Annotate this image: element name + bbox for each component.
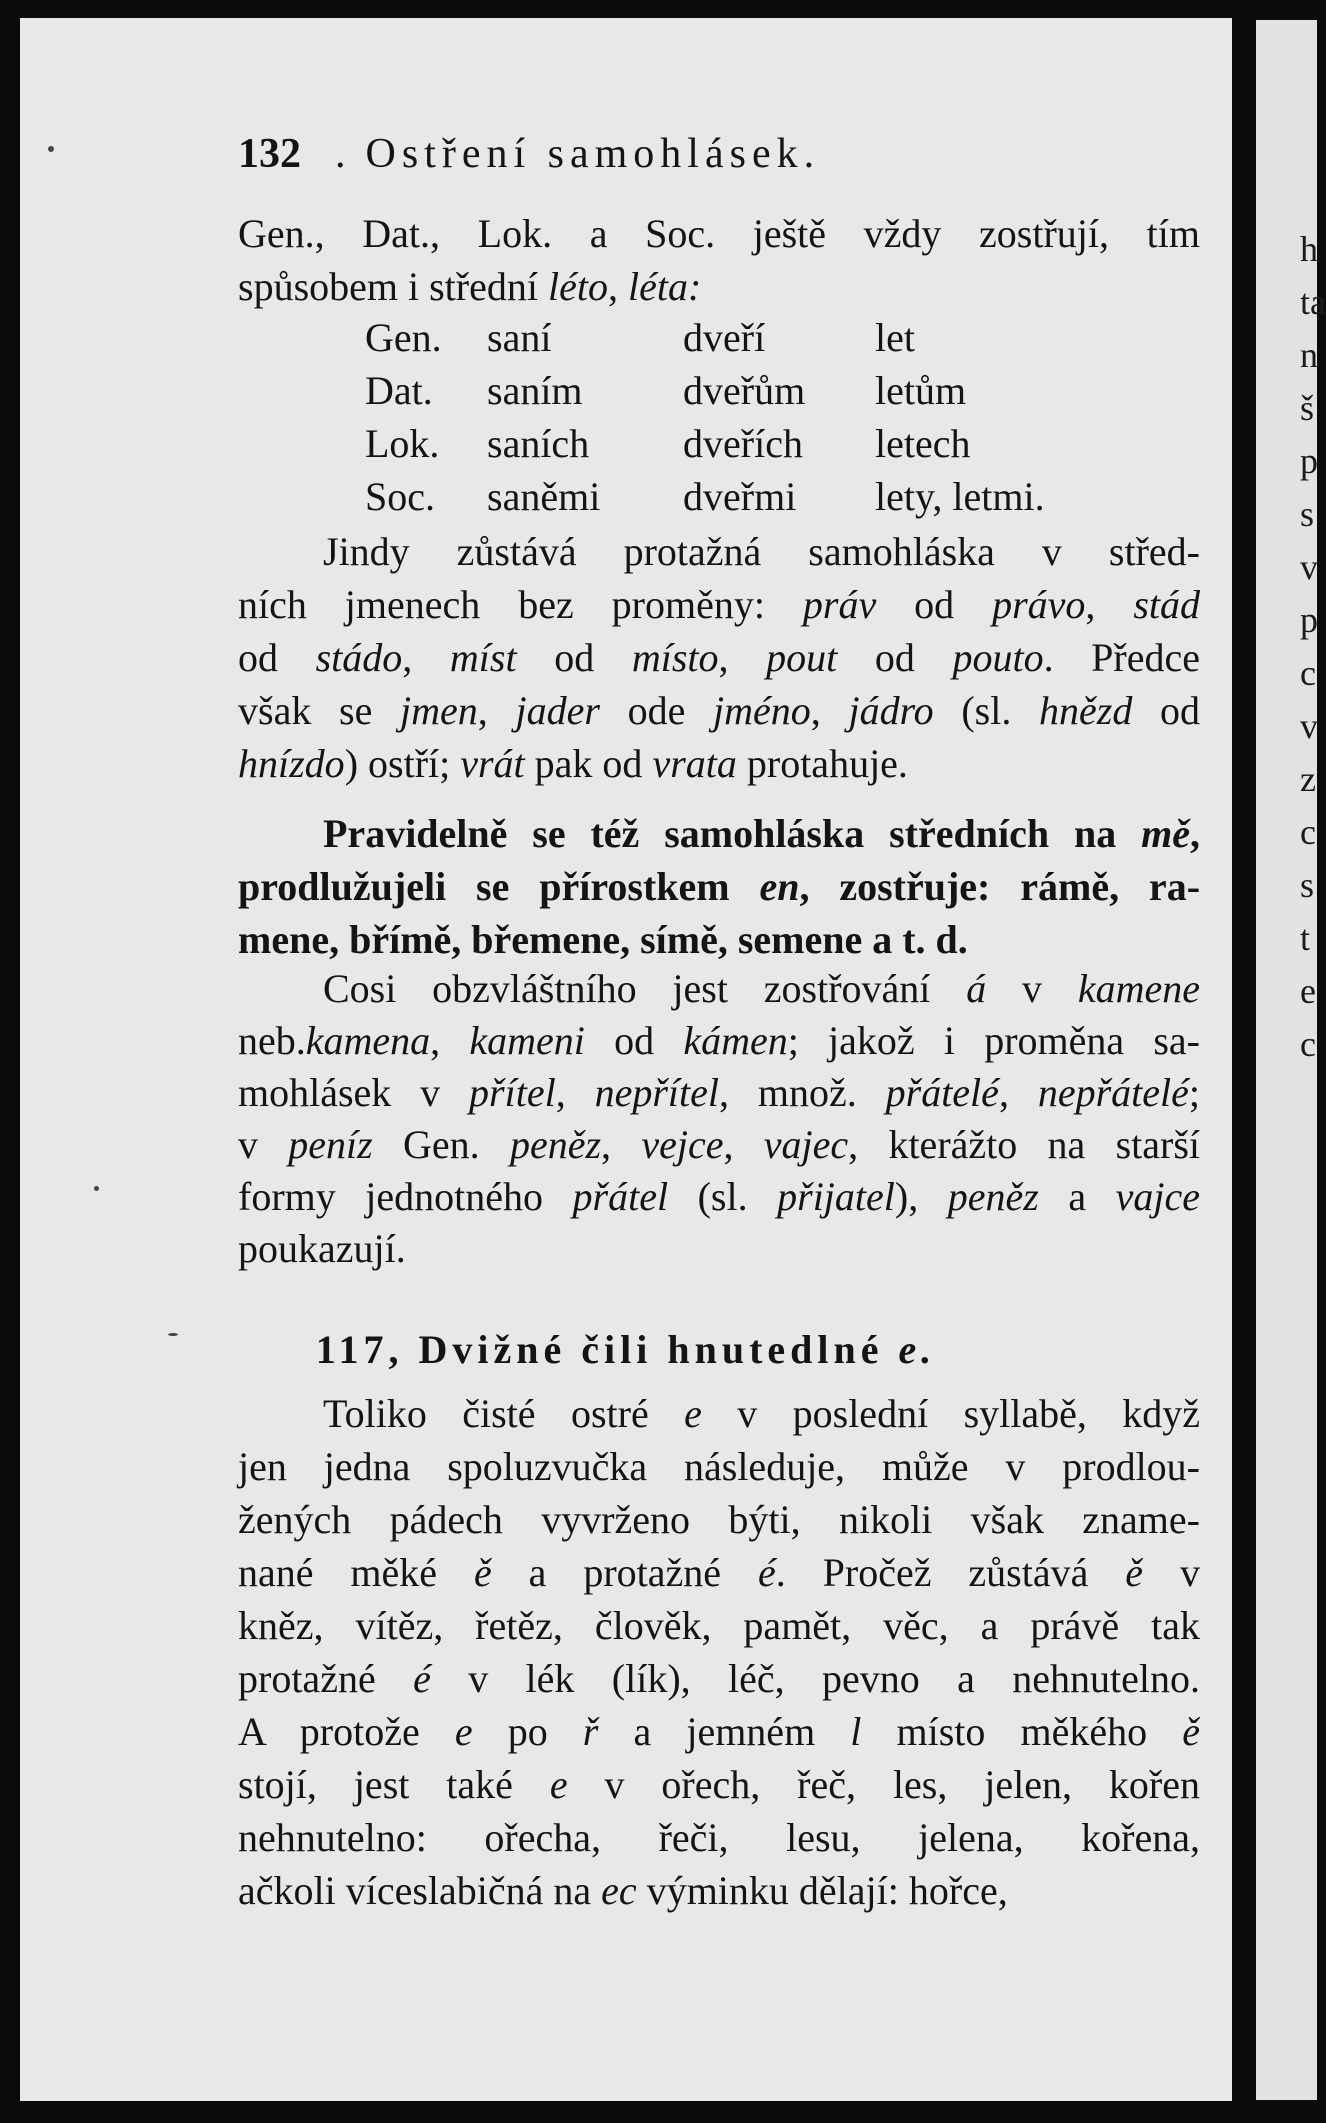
- table-cell: Dat.: [365, 368, 433, 413]
- italic-term: é: [413, 1656, 431, 1701]
- italic-term: právo: [992, 582, 1086, 627]
- text-line: Toliko čisté ostré e v poslední syllabě, když: [323, 1391, 1201, 1436]
- text-line: prodlužujeli se přírostkem en, zostřuje: rámě, ra-: [238, 864, 1201, 909]
- italic-term: ec: [601, 1868, 637, 1913]
- italic-term: vrát: [460, 741, 525, 786]
- text-line: mohlásek v přítel, nepřítel, množ. přátelé, nepřátelé;: [238, 1070, 1200, 1115]
- table-cell: dveřmi: [683, 474, 797, 519]
- italic-term: jméno: [713, 688, 811, 733]
- text-line: Gen., Dat., Lok. a Soc. ještě vždy zostřují, tím: [238, 211, 1200, 256]
- text-line: od stádo, míst od místo, pout od pouto. Předce: [238, 635, 1201, 680]
- text-line: ačkoli víceslabičná na ec výminku dělají: hořce,: [238, 1868, 1008, 1913]
- table-cell: dveřům: [683, 368, 806, 413]
- text-line: hnízdo) ostří; vrát pak od vrata protahuje.: [238, 741, 908, 786]
- italic-term: peníz: [288, 1122, 373, 1167]
- text-line: neb.kamena, kameni od kámen; jakož i proměna sa-: [238, 1018, 1201, 1063]
- paper-speck: [48, 146, 54, 152]
- next-page-fragment: z: [1300, 759, 1316, 799]
- italic-term: léta:: [627, 264, 702, 309]
- next-page-fragment: š: [1300, 388, 1315, 428]
- italic-term: vrata: [652, 741, 737, 786]
- text-line: Jindy zůstává protažná samohláska v střed-: [323, 529, 1200, 574]
- text-line: ních jmenech bez proměny: práv od právo, stád: [238, 582, 1201, 627]
- next-page-fragment: c: [1300, 812, 1316, 852]
- italic-term: přijatel: [777, 1174, 895, 1219]
- italic-term: jader: [515, 688, 600, 733]
- section-number: 117,: [315, 1327, 404, 1372]
- page-number: 132: [238, 131, 301, 177]
- italic-term: práv: [802, 582, 877, 627]
- table-cell: Soc.: [365, 474, 435, 519]
- book-page: [20, 18, 1232, 2101]
- italic-term: vejce: [641, 1122, 724, 1167]
- text-line: jen jedna spoluzvučka následuje, může v prodlou-: [238, 1444, 1200, 1489]
- italic-term: á: [966, 966, 987, 1011]
- text-line: však se jmen, jader ode jméno, jádro (sl. hnězd od: [238, 688, 1201, 733]
- italic-term: peněz: [509, 1122, 602, 1167]
- italic-term: mě: [1141, 811, 1190, 856]
- italic-term: l: [850, 1709, 862, 1754]
- italic-term: léto: [547, 264, 608, 309]
- table-cell: letům: [875, 368, 967, 413]
- italic-term: nepřítel: [594, 1070, 720, 1115]
- italic-term: stád: [1133, 582, 1201, 627]
- text-line: spůsobem i střední léto, léta:: [238, 264, 702, 309]
- table-cell: saním: [487, 368, 583, 413]
- next-page-fragment: e: [1300, 971, 1316, 1011]
- text-line: Pravidelně se též samohláska středních na mě,: [323, 811, 1200, 856]
- text-line: Cosi obzvláštního jest zostřování á v kamene: [323, 966, 1200, 1011]
- italic-term: é: [757, 1550, 776, 1595]
- section-heading: [20, 1326, 1232, 1373]
- next-page-edge: [1256, 20, 1326, 2100]
- section-title: Dvižné čili hnutedlné: [418, 1327, 884, 1372]
- next-page-fragment: s: [1300, 494, 1315, 534]
- italic-term: e: [684, 1391, 702, 1436]
- text-line: žených pádech vyvrženo býti, nikoli však zname-: [238, 1497, 1200, 1542]
- running-title: Ostření samohlásek.: [365, 131, 821, 177]
- italic-term: hnízdo: [238, 741, 345, 786]
- table-cell: dveřích: [683, 421, 803, 466]
- section-letter: e.: [898, 1327, 937, 1372]
- italic-term: e: [549, 1762, 568, 1807]
- next-page-fragment: p: [1300, 441, 1318, 481]
- table-cell: saní: [487, 315, 552, 360]
- next-page-fragment: c: [1300, 1024, 1316, 1064]
- italic-term: pout: [766, 635, 838, 680]
- italic-term: e: [454, 1709, 473, 1754]
- italic-term: kámen: [683, 1018, 788, 1063]
- table-cell: Gen.: [365, 315, 442, 360]
- italic-term: kamena: [305, 1018, 431, 1063]
- table-cell: saněmi: [487, 474, 601, 519]
- italic-term: místo: [631, 635, 719, 680]
- next-page-fragment: v: [1300, 547, 1318, 587]
- table-cell: let: [875, 315, 915, 360]
- text-line: nehnutelno: ořecha, řeči, lesu, jelena, kořena,: [238, 1815, 1200, 1860]
- text-line: formy jednotného přátel (sl. přijatel), peněz a vajce: [238, 1174, 1200, 1219]
- italic-term: jádro: [848, 688, 934, 733]
- italic-term: přátelé: [885, 1070, 999, 1115]
- paper-speck: [94, 1186, 99, 1191]
- text-line: A protože e po ř a jemném l místo měkého ě: [238, 1709, 1200, 1754]
- table-cell: Lok.: [365, 421, 440, 466]
- italic-term: vajce: [1115, 1174, 1200, 1219]
- italic-term: přítel: [469, 1070, 556, 1115]
- italic-term: peněz: [947, 1174, 1039, 1219]
- text-line: v peníz Gen. peněz, vejce, vajec, kterážto na starší: [238, 1122, 1201, 1167]
- text-line: stojí, jest také e v ořech, řeč, les, jelen, kořen: [238, 1762, 1200, 1807]
- next-page-fragment: c: [1300, 653, 1316, 693]
- italic-term: hnězd: [1039, 688, 1133, 733]
- table-cell: saních: [487, 421, 590, 466]
- next-page-fragment: t: [1300, 918, 1311, 958]
- italic-term: nepřátelé: [1037, 1070, 1189, 1115]
- table-cell: letech: [875, 421, 971, 466]
- italic-term: míst: [449, 635, 517, 680]
- italic-term: jmen: [400, 688, 478, 733]
- italic-term: kameni: [469, 1018, 585, 1063]
- italic-term: stádo: [315, 635, 403, 680]
- text-line: mene, břímě, břemene, símě, semene a t. d.: [238, 917, 968, 962]
- italic-term: vajec: [763, 1122, 849, 1167]
- paper-speck: [168, 1333, 178, 1336]
- next-page-fragment: h: [1300, 229, 1318, 269]
- next-page-fragment: v: [1300, 706, 1318, 746]
- italic-term: ř: [582, 1709, 599, 1754]
- text-line: nané měké ě a protažné é. Pročež zůstává ě v: [238, 1550, 1200, 1595]
- italic-term: přátel: [572, 1174, 669, 1219]
- text-line: kněz, vítěz, řetěz, člověk, pamět, věc, a právě tak: [238, 1603, 1200, 1648]
- italic-term: ě: [473, 1550, 492, 1595]
- next-page-fragment: p: [1300, 600, 1318, 640]
- page-header: 132 . Ostření samohlásek.: [238, 131, 821, 177]
- next-page-fragment: s: [1300, 865, 1315, 905]
- italic-term: en: [759, 864, 800, 909]
- table-cell: lety, letmi.: [875, 474, 1045, 519]
- italic-term: ě: [1125, 1550, 1144, 1595]
- text-line: poukazují.: [238, 1226, 406, 1271]
- next-page-fragment: n: [1300, 335, 1318, 375]
- italic-term: ě: [1182, 1709, 1200, 1754]
- italic-term: kamene: [1077, 966, 1200, 1011]
- italic-term: pouto: [952, 635, 1044, 680]
- next-page-fragment: ta: [1300, 282, 1326, 322]
- table-cell: dveří: [683, 315, 766, 360]
- text-line: protažné é v lék (lík), léč, pevno a nehnutelno.: [238, 1656, 1200, 1701]
